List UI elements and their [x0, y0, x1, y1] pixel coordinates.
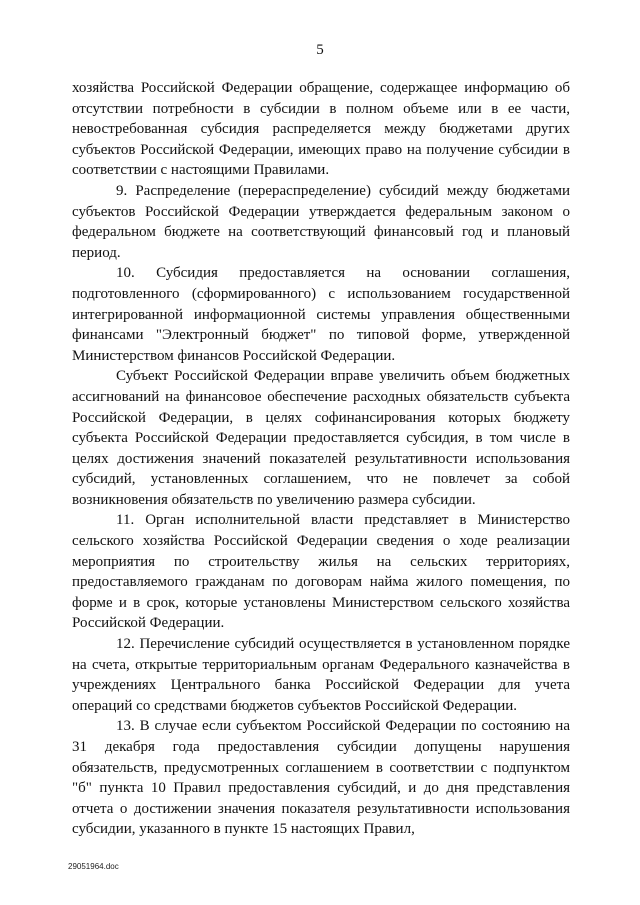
document-body: [72, 78, 570, 840]
footer-filename: 29051964.doc: [68, 862, 119, 871]
paragraph-clause-12: 12. Перечисление субсидий осуществляется в установленном порядке на счета, открытые территориальным органам Федерального казначейства в учреждениях Центрального банка Российской Федерации для учета операций со средствами бюджетов субъектов Российской Федерации.: [72, 636, 570, 714]
paragraph-clause-10: 10. Субсидия предоставляется на основании соглашения, подготовленного (сформированного) с использованием государственной интегрированной информационной системы управления общественными финансами "Электронный бюджет" по типовой форме, утвержденной Министерством финансов Российской Федерации.: [72, 265, 570, 364]
paragraph-clause-9: 9. Распределение (перераспределение) субсидий между бюджетами субъектов Российской Федерации утверждается федеральным законом о федеральном бюджете на соответствующий финансовый год и плановый период.: [72, 182, 570, 261]
paragraph-clause-10-subject: Субъект Российской Федерации вправе увеличить объем бюджетных ассигнований на финансовое обеспечение расходных обязательств субъекта Российской Федерации, в целях софинансирования которых бюджету субъекта Российской Федерации предоставляется субсидия, в том числе в целях достижения значений показателей результативности использования субсидий, установленных соглашением, что не повлечет за собой возникновения обязательств по увеличению размера субсидии.: [72, 368, 570, 508]
page-number: 5: [316, 42, 324, 58]
paragraph-continuation: хозяйства Российской Федерации обращение, содержащее информацию об отсутствии потребности в субсидии в полном объеме или в ее части, невостребованная субсидия распределяется между бюджетами других субъектов Российской Федерации, имеющих право на получение субсидии в соответствии с настоящими Правилами.: [72, 80, 570, 179]
paragraph-clause-11: 11. Орган исполнительной власти представляет в Министерство сельского хозяйства Российской Федерации сведения о ходе реализации мероприятия по строительству жилья на сельских территориях, предоставляемого гражданам по договорам найма жилого помещения, по форме и в срок, которые установлены Министерством сельского хозяйства Российской Федерации.: [72, 512, 570, 632]
paragraph-clause-13: 13. В случае если субъектом Российской Федерации по состоянию на 31 декабря года предоставления субсидии допущены нарушения обязательств, предусмотренных соглашением в соответствии с подпунктом "б" пункта 10 Правил предоставления субсидий, и до дня представления отчета о достижении значения показателя результативности использования субсидии, указанного в пункте 15 настоящих Правил,: [72, 718, 570, 838]
